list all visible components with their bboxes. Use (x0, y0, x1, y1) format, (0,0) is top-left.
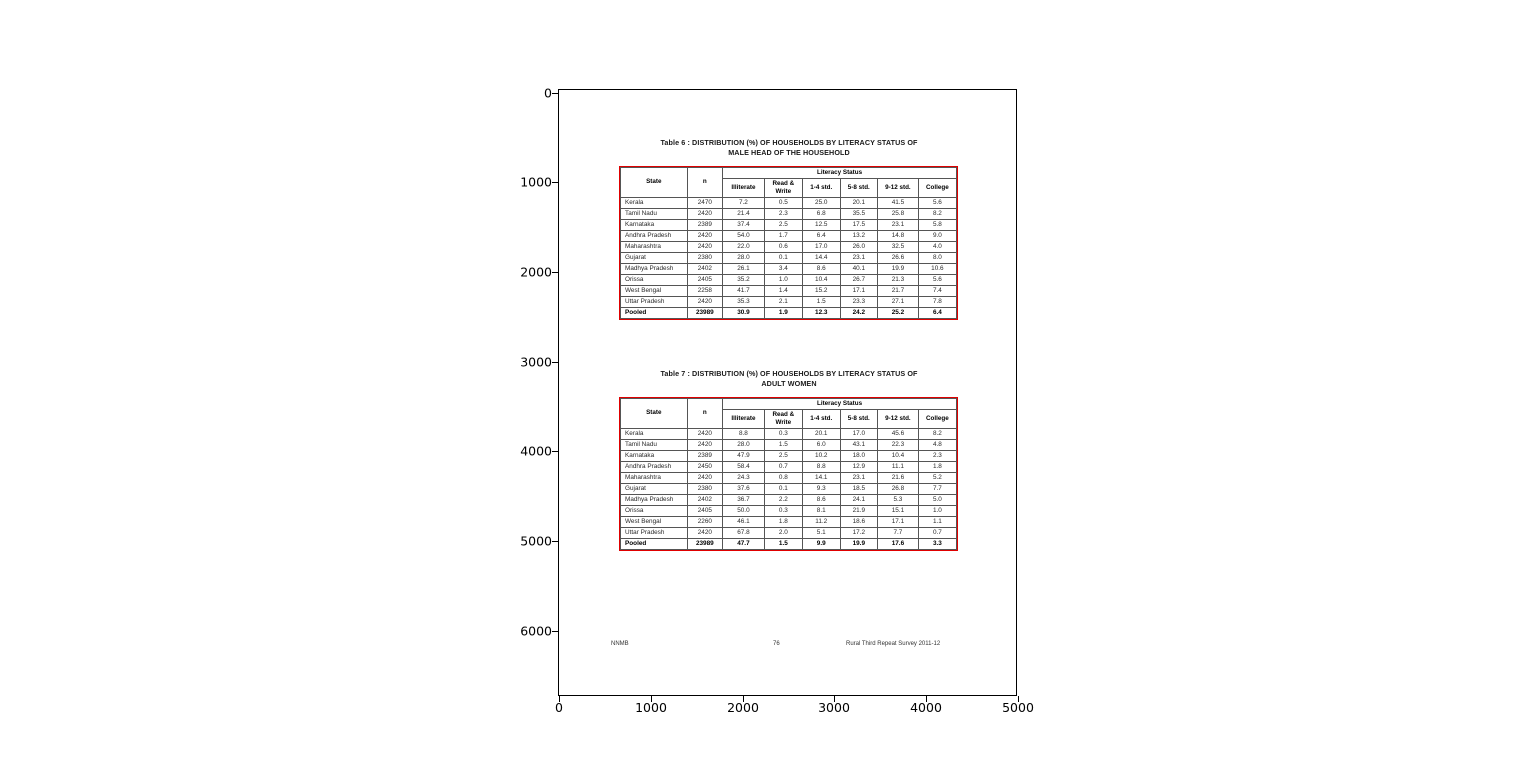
table-row (621, 450, 957, 461)
cell-1-4: 14.4 (802, 252, 840, 263)
cell-n: 2420 (687, 472, 723, 483)
footer-page-number: 76 (773, 641, 780, 647)
cell-state: Kerala (621, 428, 688, 439)
cell-5-8: 18.5 (840, 483, 878, 494)
x-tick-label: 3000 (818, 700, 850, 715)
plot-area (558, 89, 1017, 696)
table6-title-line1: Table 6 : DISTRIBUTION (%) OF HOUSEHOLDS BY LITERACY STATUS OF (660, 138, 918, 147)
cell-illiterate: 46.1 (723, 516, 765, 527)
footer-survey-name: Rural Third Repeat Survey 2011-12 (846, 641, 941, 647)
cell-college: 8.0 (918, 252, 956, 263)
cell-college: 5.8 (918, 219, 956, 230)
cell-5-8: 17.2 (840, 527, 878, 538)
cell-n: 2420 (687, 439, 723, 450)
cell-illiterate: 21.4 (723, 208, 765, 219)
cell-9-12: 22.3 (878, 439, 919, 450)
cell-illiterate: 50.0 (723, 505, 765, 516)
cell-college: 5.2 (918, 472, 956, 483)
cell-5-8: 18.0 (840, 450, 878, 461)
cell-9-12: 26.6 (878, 252, 919, 263)
table6-col-read-write: Read & Write (764, 178, 802, 197)
cell-1-4: 9.3 (802, 483, 840, 494)
cell-5-8: 26.0 (840, 241, 878, 252)
cell-read-write: 2.3 (764, 208, 802, 219)
cell-5-8: 35.5 (840, 208, 878, 219)
cell-9-12: 17.1 (878, 516, 919, 527)
cell-9-12: 27.1 (878, 296, 919, 307)
cell-1-4: 12.3 (802, 307, 840, 318)
cell-5-8: 24.2 (840, 307, 878, 318)
cell-n: 2402 (687, 263, 723, 274)
cell-college: 2.3 (918, 450, 956, 461)
cell-read-write: 3.4 (764, 263, 802, 274)
y-axis-labels (490, 0, 552, 767)
cell-college: 1.8 (918, 461, 956, 472)
cell-state: Karnataka (621, 450, 688, 461)
cell-9-12: 14.8 (878, 230, 919, 241)
cell-college: 0.7 (918, 527, 956, 538)
cell-college: 5.6 (918, 274, 956, 285)
cell-read-write: 0.1 (764, 252, 802, 263)
table-row (621, 439, 957, 450)
table6-group-header: Literacy Status (723, 168, 957, 179)
table7-col-state: State (621, 399, 688, 429)
cell-read-write: 2.5 (764, 219, 802, 230)
cell-n: 2450 (687, 461, 723, 472)
cell-9-12: 21.7 (878, 285, 919, 296)
cell-read-write: 2.0 (764, 527, 802, 538)
cell-state: Andhra Pradesh (621, 461, 688, 472)
cell-college: 5.6 (918, 197, 956, 208)
cell-read-write: 2.2 (764, 494, 802, 505)
cell-n: 2402 (687, 494, 723, 505)
table7-col-illiterate: Illiterate (723, 409, 765, 428)
cell-5-8: 23.1 (840, 252, 878, 263)
cell-state: Pooled (621, 307, 688, 318)
cell-read-write: 0.1 (764, 483, 802, 494)
table7-group-header-row (621, 399, 957, 410)
cell-read-write: 1.8 (764, 516, 802, 527)
table-row (621, 483, 957, 494)
table-row (621, 208, 957, 219)
x-tick-label: 1000 (635, 700, 667, 715)
table7-col-5-8: 5-8 std. (840, 409, 878, 428)
cell-state: Orissa (621, 505, 688, 516)
cell-9-12: 41.5 (878, 197, 919, 208)
cell-1-4: 8.8 (802, 461, 840, 472)
cell-read-write: 1.0 (764, 274, 802, 285)
cell-1-4: 25.0 (802, 197, 840, 208)
cell-state: West Bengal (621, 516, 688, 527)
cell-college: 5.0 (918, 494, 956, 505)
table-row (621, 472, 957, 483)
cell-n: 2470 (687, 197, 723, 208)
table-row (621, 461, 957, 472)
cell-5-8: 17.5 (840, 219, 878, 230)
cell-1-4: 1.5 (802, 296, 840, 307)
cell-read-write: 2.5 (764, 450, 802, 461)
cell-5-8: 26.7 (840, 274, 878, 285)
cell-5-8: 12.9 (840, 461, 878, 472)
cell-1-4: 8.6 (802, 494, 840, 505)
cell-read-write: 0.6 (764, 241, 802, 252)
table-row (621, 263, 957, 274)
cell-5-8: 43.1 (840, 439, 878, 450)
cell-state: Madhya Pradesh (621, 494, 688, 505)
cell-9-12: 25.2 (878, 307, 919, 318)
cell-state: Kerala (621, 197, 688, 208)
table6-grid (620, 167, 957, 319)
cell-n: 2405 (687, 274, 723, 285)
cell-9-12: 11.1 (878, 461, 919, 472)
cell-read-write: 1.5 (764, 538, 802, 549)
cell-illiterate: 35.2 (723, 274, 765, 285)
cell-1-4: 8.1 (802, 505, 840, 516)
cell-read-write: 0.5 (764, 197, 802, 208)
table6-col-state: State (621, 168, 688, 198)
cell-9-12: 21.3 (878, 274, 919, 285)
cell-n: 2258 (687, 285, 723, 296)
cell-5-8: 20.1 (840, 197, 878, 208)
cell-n: 2420 (687, 230, 723, 241)
cell-state: Maharashtra (621, 472, 688, 483)
table-row (621, 527, 957, 538)
table7-col-9-12: 9-12 std. (878, 409, 919, 428)
table-row (621, 505, 957, 516)
cell-illiterate: 36.7 (723, 494, 765, 505)
cell-9-12: 21.6 (878, 472, 919, 483)
y-tick-label: 0 (544, 85, 552, 101)
cell-n: 2389 (687, 450, 723, 461)
cell-5-8: 24.1 (840, 494, 878, 505)
cell-illiterate: 24.3 (723, 472, 765, 483)
cell-college: 3.3 (918, 538, 956, 549)
cell-college: 4.8 (918, 439, 956, 450)
table6-title (599, 138, 979, 157)
cell-9-12: 7.7 (878, 527, 919, 538)
table7-col-1-4: 1-4 std. (802, 409, 840, 428)
cell-read-write: 2.1 (764, 296, 802, 307)
table-row (621, 274, 957, 285)
cell-1-4: 20.1 (802, 428, 840, 439)
cell-5-8: 17.1 (840, 285, 878, 296)
cell-state: Tamil Nadu (621, 208, 688, 219)
cell-illiterate: 47.9 (723, 450, 765, 461)
cell-state: Orissa (621, 274, 688, 285)
table7-col-read-write: Read & Write (764, 409, 802, 428)
table-row (621, 428, 957, 439)
x-tick-label: 2000 (727, 700, 759, 715)
y-tick-label: 3000 (520, 354, 552, 370)
cell-1-4: 14.1 (802, 472, 840, 483)
cell-college: 8.2 (918, 428, 956, 439)
cell-illiterate: 54.0 (723, 230, 765, 241)
table6-col-9-12: 9-12 std. (878, 178, 919, 197)
cell-read-write: 0.7 (764, 461, 802, 472)
table-row (621, 516, 957, 527)
table-row (621, 252, 957, 263)
table-row-pooled (621, 538, 957, 549)
cell-state: Andhra Pradesh (621, 230, 688, 241)
cell-9-12: 25.8 (878, 208, 919, 219)
cell-college: 9.0 (918, 230, 956, 241)
cell-n: 2380 (687, 483, 723, 494)
table-row (621, 285, 957, 296)
cell-college: 4.0 (918, 241, 956, 252)
cell-illiterate: 30.9 (723, 307, 765, 318)
cell-illiterate: 26.1 (723, 263, 765, 274)
table-row (621, 197, 957, 208)
cell-9-12: 15.1 (878, 505, 919, 516)
cell-illiterate: 67.8 (723, 527, 765, 538)
cell-illiterate: 37.4 (723, 219, 765, 230)
cell-5-8: 18.6 (840, 516, 878, 527)
cell-1-4: 10.4 (802, 274, 840, 285)
cell-1-4: 6.0 (802, 439, 840, 450)
cell-illiterate: 28.0 (723, 252, 765, 263)
cell-illiterate: 41.7 (723, 285, 765, 296)
cell-n: 2420 (687, 428, 723, 439)
cell-illiterate: 58.4 (723, 461, 765, 472)
table-row (621, 296, 957, 307)
table-row (621, 241, 957, 252)
table6-col-college: College (918, 178, 956, 197)
cell-college: 7.4 (918, 285, 956, 296)
table7-head (621, 399, 957, 429)
x-tick-label: 0 (555, 700, 563, 715)
cell-read-write: 1.7 (764, 230, 802, 241)
table6-col-n: n (687, 168, 723, 198)
cell-state: West Bengal (621, 285, 688, 296)
cell-illiterate: 7.2 (723, 197, 765, 208)
cell-5-8: 21.9 (840, 505, 878, 516)
cell-1-4: 6.8 (802, 208, 840, 219)
table6-group-header-row (621, 168, 957, 179)
cell-illiterate: 22.0 (723, 241, 765, 252)
x-axis-labels (0, 700, 1536, 724)
cell-college: 8.2 (918, 208, 956, 219)
cell-1-4: 11.2 (802, 516, 840, 527)
table6-title-line2: MALE HEAD OF THE HOUSEHOLD (728, 147, 850, 157)
footer-organization: NNMB (611, 641, 629, 647)
cell-1-4: 15.2 (802, 285, 840, 296)
cell-college: 1.1 (918, 516, 956, 527)
table7-col-college: College (918, 409, 956, 428)
cell-read-write: 1.4 (764, 285, 802, 296)
table6-col-5-8: 5-8 std. (840, 178, 878, 197)
cell-n: 2420 (687, 296, 723, 307)
cell-9-12: 23.1 (878, 219, 919, 230)
cell-illiterate: 28.0 (723, 439, 765, 450)
cell-1-4: 6.4 (802, 230, 840, 241)
cell-state: Tamil Nadu (621, 439, 688, 450)
cell-read-write: 0.3 (764, 428, 802, 439)
cell-n: 23989 (687, 538, 723, 549)
cell-5-8: 13.2 (840, 230, 878, 241)
cell-9-12: 26.8 (878, 483, 919, 494)
cell-n: 2420 (687, 527, 723, 538)
cell-n: 2405 (687, 505, 723, 516)
cell-5-8: 40.1 (840, 263, 878, 274)
cell-illiterate: 8.8 (723, 428, 765, 439)
table6-head (621, 168, 957, 198)
table-row (621, 494, 957, 505)
table6-body (621, 197, 957, 318)
cell-n: 2260 (687, 516, 723, 527)
cell-9-12: 5.3 (878, 494, 919, 505)
table7-title-line2: ADULT WOMEN (761, 378, 817, 388)
cell-n: 2389 (687, 219, 723, 230)
cell-1-4: 5.1 (802, 527, 840, 538)
cell-n: 23989 (687, 307, 723, 318)
table6-col-illiterate: Illiterate (723, 178, 765, 197)
cell-n: 2420 (687, 241, 723, 252)
cell-illiterate: 47.7 (723, 538, 765, 549)
cell-state: Gujarat (621, 252, 688, 263)
cell-state: Maharashtra (621, 241, 688, 252)
table7 (619, 397, 958, 551)
cell-state: Madhya Pradesh (621, 263, 688, 274)
table7-col-n: n (687, 399, 723, 429)
y-tick-label: 2000 (520, 264, 552, 280)
cell-n: 2420 (687, 208, 723, 219)
cell-9-12: 17.6 (878, 538, 919, 549)
y-tick-label: 5000 (520, 533, 552, 549)
table-row (621, 230, 957, 241)
cell-1-4: 12.5 (802, 219, 840, 230)
cell-illiterate: 35.3 (723, 296, 765, 307)
table7-group-header: Literacy Status (723, 399, 957, 410)
cell-9-12: 45.6 (878, 428, 919, 439)
cell-state: Uttar Pradesh (621, 527, 688, 538)
table7-title (599, 369, 979, 388)
cell-9-12: 10.4 (878, 450, 919, 461)
cell-1-4: 17.0 (802, 241, 840, 252)
table-row (621, 219, 957, 230)
cell-college: 6.4 (918, 307, 956, 318)
cell-read-write: 0.3 (764, 505, 802, 516)
cell-1-4: 8.6 (802, 263, 840, 274)
cell-illiterate: 37.6 (723, 483, 765, 494)
scanned-document-page (559, 90, 1016, 695)
cell-read-write: 1.5 (764, 439, 802, 450)
cell-state: Karnataka (621, 219, 688, 230)
cell-read-write: 0.8 (764, 472, 802, 483)
cell-1-4: 9.9 (802, 538, 840, 549)
cell-college: 7.7 (918, 483, 956, 494)
cell-1-4: 10.2 (802, 450, 840, 461)
cell-read-write: 1.9 (764, 307, 802, 318)
cell-college: 10.6 (918, 263, 956, 274)
cell-state: Gujarat (621, 483, 688, 494)
cell-5-8: 23.1 (840, 472, 878, 483)
y-tick-label: 6000 (520, 623, 552, 639)
cell-5-8: 23.3 (840, 296, 878, 307)
table7-grid (620, 398, 957, 550)
x-tick-label: 5000 (1002, 700, 1034, 715)
cell-9-12: 32.5 (878, 241, 919, 252)
cell-college: 1.0 (918, 505, 956, 516)
cell-9-12: 19.9 (878, 263, 919, 274)
cell-n: 2380 (687, 252, 723, 263)
table6-col-1-4: 1-4 std. (802, 178, 840, 197)
table-row-pooled (621, 307, 957, 318)
cell-college: 7.8 (918, 296, 956, 307)
table7-body (621, 428, 957, 549)
cell-5-8: 19.9 (840, 538, 878, 549)
cell-state: Pooled (621, 538, 688, 549)
y-tick-label: 4000 (520, 443, 552, 459)
y-tick-label: 1000 (520, 174, 552, 190)
cell-state: Uttar Pradesh (621, 296, 688, 307)
x-tick-label: 4000 (910, 700, 942, 715)
table6 (619, 166, 958, 320)
cell-5-8: 17.0 (840, 428, 878, 439)
table7-title-line1: Table 7 : DISTRIBUTION (%) OF HOUSEHOLDS BY LITERACY STATUS OF (660, 369, 918, 378)
